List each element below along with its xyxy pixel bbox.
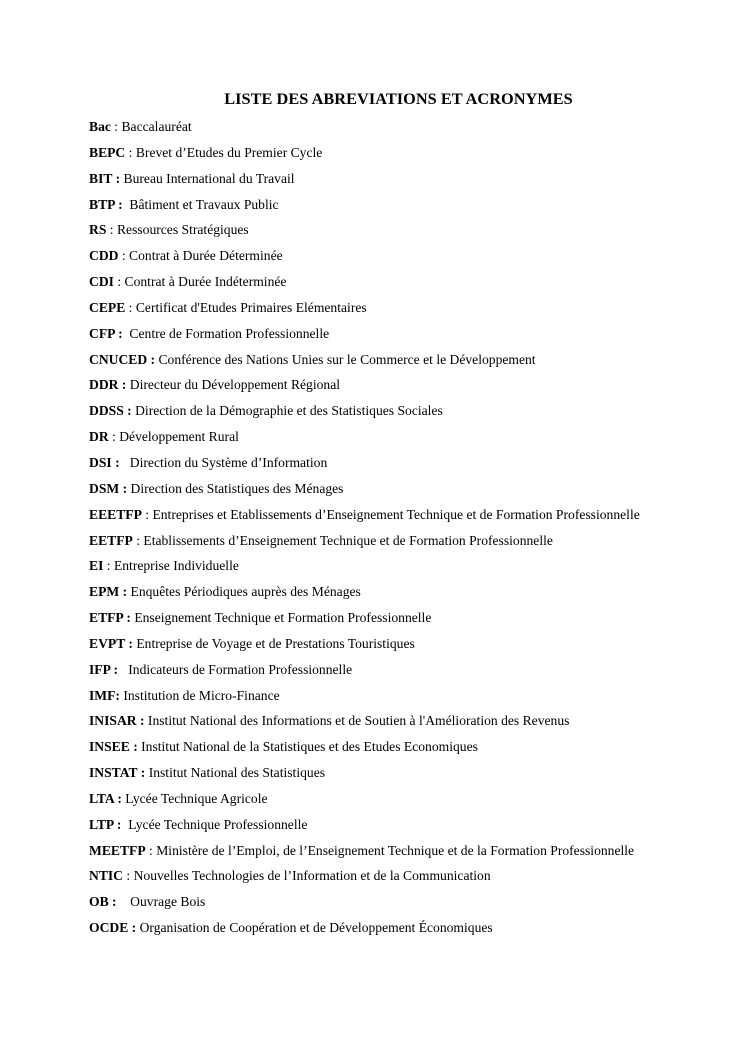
- abbreviation-term: CNUCED: [89, 351, 148, 367]
- abbreviation-separator: :: [119, 480, 131, 496]
- abbreviation-term: IMF:: [89, 687, 120, 703]
- abbreviation-entry: [89, 273, 739, 299]
- abbreviation-entry: [89, 635, 739, 661]
- abbreviation-term: DSI: [89, 454, 112, 470]
- abbreviation-entry: [89, 480, 739, 506]
- abbreviation-entry: [89, 893, 739, 919]
- abbreviation-entry: [89, 196, 739, 222]
- abbreviation-term: Bac: [89, 119, 111, 134]
- abbreviation-term: NTIC: [89, 868, 123, 884]
- abbreviation-definition: Institut National des Statistiques: [148, 765, 326, 781]
- abbreviation-term: OB: [89, 894, 109, 910]
- abbreviation-definition: Direction des Statistiques des Ménages: [130, 480, 344, 496]
- abbreviation-definition: Etablissements d’Enseignement Technique et de Formation Professionnelle: [143, 532, 553, 548]
- abbreviation-separator: :: [108, 894, 131, 910]
- abbreviation-definition: Nouvelles Technologies de l’Information et de la Communication: [133, 868, 491, 884]
- abbreviation-term: BEPC: [89, 144, 126, 160]
- abbreviation-term: OCDE: [89, 920, 129, 936]
- abbreviation-term: INISAR: [89, 713, 137, 729]
- abbreviation-entry: [89, 221, 739, 247]
- abbreviation-term: CDI: [89, 274, 114, 290]
- abbreviation-definition: Ministère de l’Emploi, de l’Enseignement Technique et de la Formation Professionnelle: [156, 842, 635, 858]
- abbreviation-definition: Lycée Technique Professionnelle: [128, 816, 308, 832]
- abbreviation-definition: Brevet d’Etudes du Premier Cycle: [135, 144, 323, 160]
- abbreviation-separator: :: [111, 454, 130, 470]
- abbreviation-term: RS: [89, 222, 107, 238]
- abbreviation-definition: Indicateurs de Formation Professionnelle: [128, 661, 353, 677]
- abbreviation-definition: Bureau International du Travail: [123, 170, 295, 186]
- abbreviation-term: CDD: [89, 248, 119, 264]
- abbreviation-definition: Contrat à Durée Déterminée: [129, 248, 283, 264]
- abbreviation-separator: :: [110, 119, 122, 134]
- abbreviation-separator: :: [128, 920, 140, 936]
- abbreviation-definition: Organisation de Coopération et de Développement Économiques: [139, 920, 493, 936]
- abbreviation-definition: Développement Rural: [119, 429, 239, 445]
- abbreviation-term: DSM: [89, 480, 120, 496]
- abbreviation-definition: Direction de la Démographie et des Statistiques Sociales: [135, 403, 443, 419]
- abbreviation-entry: [89, 351, 739, 377]
- abbreviation-entry: [89, 325, 739, 351]
- abbreviation-definition: Centre de Formation Professionnelle: [129, 325, 330, 341]
- abbreviation-term: EPM: [89, 584, 120, 600]
- abbreviation-separator: :: [147, 351, 159, 367]
- abbreviation-separator: :: [113, 790, 126, 806]
- abbreviation-definition: Certificat d'Etudes Primaires Elémentaires: [135, 299, 367, 315]
- abbreviation-separator: :: [123, 403, 136, 419]
- abbreviation-separator: :: [141, 506, 153, 522]
- abbreviation-entry: [89, 299, 739, 325]
- abbreviation-entry: [89, 583, 739, 609]
- abbreviation-entry: [89, 506, 739, 532]
- abbreviation-entry: [89, 661, 739, 687]
- abbreviation-term: ETFP: [89, 610, 123, 626]
- abbreviation-entry: [89, 454, 739, 480]
- abbreviation-definition: Baccalauréat: [121, 119, 192, 134]
- abbreviation-entry: [89, 790, 739, 816]
- abbreviation-entry: [89, 402, 739, 428]
- abbreviation-separator: :: [136, 713, 148, 729]
- abbreviation-term: LTP: [89, 816, 114, 832]
- abbreviation-term: MEETFP: [89, 842, 146, 858]
- abbreviation-definition: Ouvrage Bois: [130, 894, 206, 910]
- abbreviation-definition: Entreprises et Etablissements d’Enseignement Technique et de Formation Professionnelle: [152, 506, 640, 522]
- abbreviation-separator: :: [114, 196, 130, 212]
- abbreviation-entry: [89, 532, 739, 558]
- abbreviation-separator: :: [132, 532, 144, 548]
- abbreviation-definition: Enquêtes Périodiques auprès des Ménages: [130, 584, 361, 600]
- abbreviation-separator: :: [125, 635, 137, 651]
- abbreviation-term: EVPT: [89, 635, 126, 651]
- abbreviation-term: DDSS: [89, 403, 124, 419]
- abbreviation-entry: [89, 428, 739, 454]
- abbreviation-separator: :: [112, 170, 124, 186]
- abbreviation-entry: [89, 118, 739, 144]
- abbreviation-entry: [89, 687, 739, 713]
- abbreviation-separator: :: [114, 325, 130, 341]
- abbreviation-entry: [89, 764, 739, 790]
- abbreviation-term: IFP: [89, 661, 111, 677]
- abbreviation-term: BIT: [89, 170, 113, 186]
- abbreviation-entry: [89, 738, 739, 764]
- abbreviation-separator: :: [119, 584, 131, 600]
- abbreviation-definition: Institut National de la Statistiques et des Etudes Economiques: [141, 739, 478, 755]
- abbreviation-separator: :: [125, 299, 136, 315]
- abbreviation-definition: Entreprise Individuelle: [113, 558, 239, 574]
- abbreviation-definition: Bâtiment et Travaux Public: [129, 196, 279, 212]
- abbreviation-term: CFP: [89, 325, 115, 341]
- abbreviation-separator: :: [113, 816, 129, 832]
- abbreviation-term: INSTAT: [89, 765, 138, 781]
- abbreviation-entry: [89, 867, 739, 893]
- abbreviation-definition: Lycée Technique Agricole: [125, 790, 268, 806]
- abbreviation-entry: [89, 144, 739, 170]
- abbreviation-entry: [89, 247, 739, 273]
- abbreviation-definition: Conférence des Nations Unies sur le Commerce et le Développement: [158, 351, 536, 367]
- abbreviation-entry: [89, 376, 739, 402]
- abbreviation-separator: :: [118, 248, 130, 264]
- abbreviation-definition: Institution de Micro-Finance: [123, 687, 280, 703]
- abbreviation-separator: :: [108, 429, 120, 445]
- abbreviation-term: EEETFP: [89, 506, 142, 522]
- abbreviation-separator: :: [110, 661, 129, 677]
- abbreviation-separator: :: [137, 765, 149, 781]
- abbreviation-term: BTP: [89, 196, 115, 212]
- abbreviation-term: DR: [89, 429, 109, 445]
- abbreviation-separator: :: [123, 868, 134, 884]
- abbreviation-separator: :: [125, 144, 136, 160]
- abbreviation-definition: Directeur du Développement Régional: [129, 377, 341, 393]
- abbreviation-separator: :: [129, 739, 142, 755]
- abbreviation-term: EI: [89, 558, 104, 574]
- abbreviation-definition: Contrat à Durée Indéterminée: [124, 274, 287, 290]
- abbreviation-entry: [89, 557, 739, 583]
- abbreviation-separator: :: [118, 377, 130, 393]
- abbreviation-definition: Enseignement Technique et Formation Professionnelle: [134, 610, 432, 626]
- abbreviation-separator: :: [106, 222, 117, 238]
- abbreviation-entry: [89, 609, 739, 635]
- abbreviation-definition: Institut National des Informations et de Soutien à l'Amélioration des Revenus: [147, 713, 570, 729]
- abbreviation-term: DDR: [89, 377, 119, 393]
- abbreviation-separator: :: [123, 610, 135, 626]
- abbreviation-term: EETFP: [89, 532, 133, 548]
- abbreviation-separator: :: [113, 274, 125, 290]
- abbreviation-list: [89, 118, 739, 945]
- abbreviation-separator: :: [145, 842, 157, 858]
- abbreviation-term: INSEE: [89, 739, 130, 755]
- page-title: LISTE DES ABREVIATIONS ET ACRONYMES: [224, 89, 573, 108]
- abbreviation-entry: [89, 170, 739, 196]
- abbreviation-term: LTA: [89, 790, 114, 806]
- abbreviation-entry: [89, 816, 739, 842]
- abbreviation-definition: Ressources Stratégiques: [116, 222, 249, 238]
- abbreviation-entry: [89, 712, 739, 738]
- abbreviation-term: CEPE: [89, 299, 126, 315]
- abbreviation-definition: Direction du Système d’Information: [129, 454, 328, 470]
- abbreviation-entry: [89, 919, 739, 945]
- abbreviation-definition: Entreprise de Voyage et de Prestations Touristiques: [136, 635, 415, 651]
- abbreviation-entry: [89, 842, 739, 868]
- abbreviation-separator: :: [103, 558, 114, 574]
